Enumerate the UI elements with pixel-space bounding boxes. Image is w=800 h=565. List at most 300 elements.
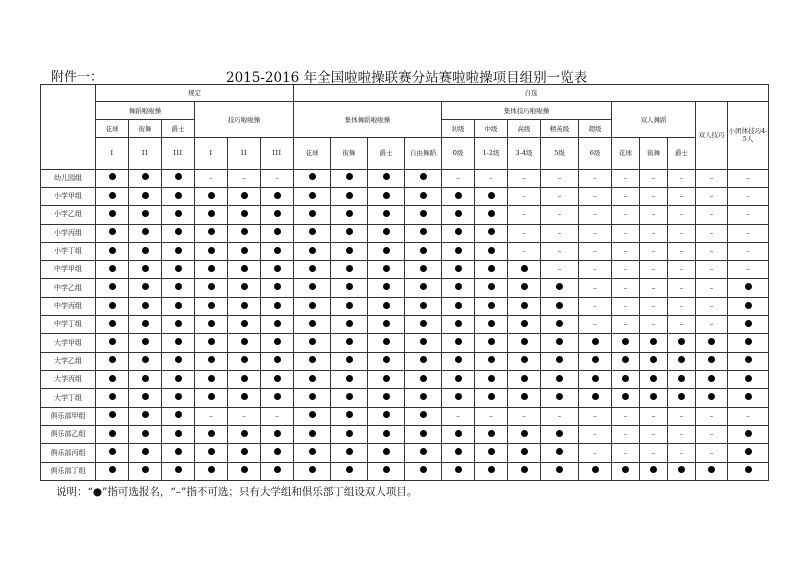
unavailable-dash: – — [709, 302, 714, 311]
available-dot-icon — [383, 228, 390, 235]
cell-available — [728, 279, 769, 297]
cell-available — [475, 224, 508, 242]
available-dot-icon — [521, 265, 528, 272]
available-dot-icon — [109, 356, 116, 363]
cell-available — [508, 371, 541, 389]
unavailable-dash: – — [679, 173, 684, 182]
header-roman-2: II — [129, 138, 162, 169]
available-dot-icon — [488, 210, 495, 217]
cell-unavailable — [640, 425, 668, 443]
unavailable-dash: – — [709, 320, 714, 329]
available-dot-icon — [420, 356, 427, 363]
cell-unavailable — [579, 279, 612, 297]
available-dot-icon — [241, 430, 248, 437]
cell-available — [162, 389, 195, 407]
available-dot-icon — [650, 356, 657, 363]
cell-available — [368, 187, 405, 205]
unavailable-dash: – — [709, 210, 714, 219]
cell-available — [228, 462, 261, 480]
cell-available — [405, 297, 442, 315]
unavailable-dash: – — [746, 265, 750, 274]
available-dot-icon — [745, 283, 752, 290]
corner-cell — [41, 85, 96, 170]
cell-available — [668, 334, 696, 352]
cell-available — [129, 242, 162, 260]
available-dot-icon — [208, 393, 215, 400]
header-level-3: 高级 — [508, 120, 541, 138]
unavailable-dash: – — [651, 228, 656, 237]
cell-available — [162, 169, 195, 187]
cell-unavailable — [442, 407, 475, 425]
available-dot-icon — [309, 411, 316, 418]
cell-available — [331, 389, 368, 407]
cell-available — [508, 425, 541, 443]
cell-available — [475, 371, 508, 389]
available-dot-icon — [309, 302, 316, 309]
available-dot-icon — [208, 283, 215, 290]
cell-unavailable — [668, 316, 696, 334]
unavailable-dash: – — [651, 448, 656, 457]
available-dot-icon — [521, 466, 528, 473]
cell-available — [331, 169, 368, 187]
unavailable-dash: – — [679, 430, 684, 439]
available-dot-icon — [208, 302, 215, 309]
cell-available — [368, 297, 405, 315]
available-dot-icon — [346, 430, 353, 437]
cell-available — [728, 297, 769, 315]
cell-unavailable — [640, 169, 668, 187]
cell-unavailable — [612, 206, 640, 224]
cell-available — [129, 261, 162, 279]
header-free: 自选 — [294, 85, 769, 102]
available-dot-icon — [109, 302, 116, 309]
unavailable-dash: – — [593, 173, 597, 182]
available-dot-icon — [488, 466, 495, 473]
cell-available — [696, 389, 728, 407]
unavailable-dash: – — [522, 210, 526, 219]
available-dot-icon — [175, 375, 182, 382]
available-dot-icon — [455, 228, 462, 235]
cell-available — [162, 224, 195, 242]
available-dot-icon — [383, 393, 390, 400]
cell-available — [442, 371, 475, 389]
available-dot-icon — [175, 192, 182, 199]
available-dot-icon — [142, 173, 149, 180]
cell-unavailable — [541, 206, 579, 224]
cell-available — [228, 242, 261, 260]
available-dot-icon — [455, 448, 462, 455]
unavailable-dash: – — [709, 247, 714, 256]
available-dot-icon — [274, 430, 281, 437]
cell-available — [442, 334, 475, 352]
available-dot-icon — [488, 356, 495, 363]
available-dot-icon — [346, 210, 353, 217]
row-label: 小学乙组 — [41, 206, 96, 224]
cell-available — [541, 371, 579, 389]
available-dot-icon — [745, 448, 752, 455]
cell-available — [162, 242, 195, 260]
unavailable-dash: – — [489, 411, 493, 420]
available-dot-icon — [208, 228, 215, 235]
available-dot-icon — [142, 247, 149, 254]
available-dot-icon — [309, 393, 316, 400]
cell-available — [96, 444, 129, 462]
cell-available — [96, 187, 129, 205]
available-dot-icon — [346, 393, 353, 400]
available-dot-icon — [208, 430, 215, 437]
available-dot-icon — [142, 375, 149, 382]
header-dance-style-huaqiu: 花球 — [96, 120, 129, 138]
header-level-1: 初级 — [442, 120, 475, 138]
cell-available — [405, 334, 442, 352]
cell-available — [261, 242, 294, 260]
available-dot-icon — [622, 356, 629, 363]
available-dot-icon — [521, 375, 528, 382]
cell-unavailable — [612, 187, 640, 205]
cell-available — [541, 279, 579, 297]
cell-unavailable — [541, 242, 579, 260]
available-dot-icon — [208, 375, 215, 382]
cell-available — [294, 316, 331, 334]
cell-available — [475, 462, 508, 480]
available-dot-icon — [383, 375, 390, 382]
cell-unavailable — [612, 279, 640, 297]
cell-available — [696, 334, 728, 352]
cell-unavailable — [640, 187, 668, 205]
header-group-jiewu: 街舞 — [331, 138, 368, 169]
cell-unavailable — [640, 206, 668, 224]
table-row — [41, 261, 769, 279]
cell-available — [541, 352, 579, 370]
available-dot-icon — [309, 375, 316, 382]
available-dot-icon — [142, 265, 149, 272]
available-dot-icon — [650, 338, 657, 345]
cell-available — [508, 334, 541, 352]
header-level-2: 中级 — [475, 120, 508, 138]
available-dot-icon — [175, 173, 182, 180]
cell-unavailable — [640, 297, 668, 315]
attachment-label: 附件一： — [51, 70, 104, 85]
cell-available — [475, 187, 508, 205]
header-group-huaqiu: 花球 — [294, 138, 331, 169]
header-roman-3: III — [162, 138, 195, 169]
cell-unavailable — [261, 169, 294, 187]
available-dot-icon — [241, 375, 248, 382]
cell-available — [96, 297, 129, 315]
cell-unavailable — [475, 407, 508, 425]
unavailable-dash: – — [593, 411, 597, 420]
cell-available — [129, 389, 162, 407]
unavailable-dash: – — [623, 228, 628, 237]
available-dot-icon — [650, 466, 657, 473]
available-dot-icon — [455, 375, 462, 382]
available-dot-icon — [274, 228, 281, 235]
available-dot-icon — [274, 210, 281, 217]
available-dot-icon — [142, 210, 149, 217]
cell-available — [368, 352, 405, 370]
cell-available — [331, 444, 368, 462]
cell-available — [162, 444, 195, 462]
cell-available — [612, 334, 640, 352]
available-dot-icon — [488, 320, 495, 327]
cell-available — [261, 462, 294, 480]
cell-available — [129, 187, 162, 205]
cell-available — [129, 316, 162, 334]
unavailable-dash: – — [709, 265, 714, 274]
cell-unavailable — [640, 242, 668, 260]
available-dot-icon — [521, 393, 528, 400]
unavailable-dash: – — [651, 192, 656, 201]
available-dot-icon — [521, 320, 528, 327]
cell-unavailable — [728, 242, 769, 260]
available-dot-icon — [420, 265, 427, 272]
header-pair-jiewu: 街舞 — [640, 138, 668, 169]
cell-unavailable — [696, 407, 728, 425]
available-dot-icon — [383, 411, 390, 418]
cell-unavailable — [696, 169, 728, 187]
cell-unavailable — [668, 297, 696, 315]
cell-unavailable — [668, 206, 696, 224]
cell-unavailable — [508, 242, 541, 260]
cell-available — [331, 206, 368, 224]
unavailable-dash: – — [746, 247, 750, 256]
available-dot-icon — [309, 173, 316, 180]
cell-unavailable — [640, 279, 668, 297]
available-dot-icon — [309, 283, 316, 290]
unavailable-dash: – — [557, 265, 562, 274]
cell-available — [668, 462, 696, 480]
unavailable-dash: – — [522, 192, 526, 201]
available-dot-icon — [420, 192, 427, 199]
cell-available — [195, 224, 228, 242]
available-dot-icon — [745, 375, 752, 382]
unavailable-dash: – — [623, 265, 628, 274]
cell-available — [331, 224, 368, 242]
available-dot-icon — [650, 375, 657, 382]
available-dot-icon — [521, 356, 528, 363]
available-dot-icon — [745, 302, 752, 309]
row-label: 俱乐部丁组 — [41, 462, 96, 480]
cell-available — [96, 352, 129, 370]
available-dot-icon — [142, 393, 149, 400]
cell-available — [96, 462, 129, 480]
available-dot-icon — [274, 265, 281, 272]
cell-available — [405, 425, 442, 443]
cell-available — [96, 261, 129, 279]
available-dot-icon — [420, 393, 427, 400]
unavailable-dash: – — [651, 430, 656, 439]
cell-available — [195, 297, 228, 315]
cell-available — [195, 206, 228, 224]
cell-available — [261, 187, 294, 205]
cell-available — [331, 279, 368, 297]
cell-available — [442, 206, 475, 224]
row-label: 小学丁组 — [41, 242, 96, 260]
cell-available — [405, 462, 442, 480]
cell-available — [668, 389, 696, 407]
available-dot-icon — [175, 411, 182, 418]
available-dot-icon — [383, 466, 390, 473]
available-dot-icon — [488, 338, 495, 345]
cell-available — [368, 334, 405, 352]
cell-available — [475, 261, 508, 279]
event-group-table — [40, 84, 769, 481]
available-dot-icon — [175, 228, 182, 235]
available-dot-icon — [274, 320, 281, 327]
available-dot-icon — [175, 356, 182, 363]
header-skill-roman-1: I — [195, 138, 228, 169]
header-grade-4: 5级 — [541, 138, 579, 169]
available-dot-icon — [420, 210, 427, 217]
cell-available — [96, 169, 129, 187]
available-dot-icon — [109, 430, 116, 437]
cell-unavailable — [508, 169, 541, 187]
cell-available — [442, 389, 475, 407]
available-dot-icon — [521, 302, 528, 309]
cell-unavailable — [696, 297, 728, 315]
table-row — [41, 444, 769, 462]
cell-unavailable — [668, 187, 696, 205]
available-dot-icon — [142, 228, 149, 235]
cell-available — [368, 169, 405, 187]
cell-available — [640, 462, 668, 480]
available-dot-icon — [142, 338, 149, 345]
unavailable-dash: – — [593, 247, 597, 256]
cell-available — [579, 334, 612, 352]
row-label: 俱乐部甲组 — [41, 407, 96, 425]
cell-available — [129, 444, 162, 462]
cell-available — [508, 261, 541, 279]
cell-unavailable — [508, 407, 541, 425]
cell-available — [541, 316, 579, 334]
header-skill-roman-3: III — [261, 138, 294, 169]
cell-available — [331, 261, 368, 279]
available-dot-icon — [309, 192, 316, 199]
unavailable-dash: – — [709, 173, 714, 182]
available-dot-icon — [208, 338, 215, 345]
available-dot-icon — [241, 356, 248, 363]
header-guiding: 规定 — [96, 85, 294, 102]
unavailable-dash: – — [651, 210, 656, 219]
unavailable-dash: – — [709, 192, 714, 201]
available-dot-icon — [208, 265, 215, 272]
cell-available — [228, 224, 261, 242]
available-dot-icon — [274, 375, 281, 382]
cell-available — [294, 224, 331, 242]
unavailable-dash: – — [593, 448, 597, 457]
available-dot-icon — [274, 283, 281, 290]
unavailable-dash: – — [557, 210, 562, 219]
available-dot-icon — [241, 338, 248, 345]
unavailable-dash: – — [557, 228, 562, 237]
cell-available — [294, 352, 331, 370]
cell-available — [405, 279, 442, 297]
available-dot-icon — [455, 210, 462, 217]
available-dot-icon — [346, 265, 353, 272]
available-dot-icon — [346, 466, 353, 473]
cell-available — [261, 371, 294, 389]
cell-available — [261, 261, 294, 279]
unavailable-dash: – — [593, 192, 597, 201]
cell-available — [368, 389, 405, 407]
available-dot-icon — [309, 247, 316, 254]
table-row — [41, 407, 769, 425]
cell-available — [368, 462, 405, 480]
cell-available — [195, 334, 228, 352]
available-dot-icon — [455, 320, 462, 327]
unavailable-dash: – — [651, 302, 656, 311]
cell-available — [195, 352, 228, 370]
available-dot-icon — [592, 393, 599, 400]
cell-available — [162, 279, 195, 297]
available-dot-icon — [241, 210, 248, 217]
row-label: 俱乐部丙组 — [41, 444, 96, 462]
cell-unavailable — [541, 187, 579, 205]
cell-unavailable — [696, 444, 728, 462]
cell-available — [612, 462, 640, 480]
available-dot-icon — [309, 210, 316, 217]
table-row — [41, 187, 769, 205]
unavailable-dash: – — [593, 228, 597, 237]
cell-unavailable — [640, 407, 668, 425]
header-pair-huaqiu: 花球 — [612, 138, 640, 169]
unavailable-dash: – — [593, 283, 597, 292]
cell-available — [442, 242, 475, 260]
cell-available — [261, 444, 294, 462]
available-dot-icon — [142, 356, 149, 363]
unavailable-dash: – — [623, 302, 628, 311]
cell-unavailable — [541, 169, 579, 187]
cell-unavailable — [579, 224, 612, 242]
available-dot-icon — [488, 283, 495, 290]
cell-available — [640, 352, 668, 370]
cell-unavailable — [640, 316, 668, 334]
header-dance-style-jiewu: 街舞 — [129, 120, 162, 138]
available-dot-icon — [109, 173, 116, 180]
cell-available — [331, 462, 368, 480]
unavailable-dash: – — [456, 173, 460, 182]
available-dot-icon — [109, 448, 116, 455]
available-dot-icon — [346, 411, 353, 418]
available-dot-icon — [488, 228, 495, 235]
cell-available — [579, 462, 612, 480]
available-dot-icon — [420, 430, 427, 437]
available-dot-icon — [708, 393, 715, 400]
unavailable-dash: – — [275, 173, 279, 182]
cell-available — [368, 425, 405, 443]
available-dot-icon — [346, 228, 353, 235]
row-label: 小学丙组 — [41, 224, 96, 242]
available-dot-icon — [521, 430, 528, 437]
available-dot-icon — [109, 375, 116, 382]
cell-unavailable — [579, 261, 612, 279]
available-dot-icon — [455, 192, 462, 199]
cell-available — [331, 425, 368, 443]
row-label: 小学甲组 — [41, 187, 96, 205]
available-dot-icon — [650, 393, 657, 400]
cell-unavailable — [612, 297, 640, 315]
available-dot-icon — [175, 430, 182, 437]
cell-available — [195, 187, 228, 205]
available-dot-icon — [346, 302, 353, 309]
page-title: 2015-2016 年全国啦啦操联赛分站赛啦啦操项目组别一览表 — [226, 70, 588, 86]
cell-available — [228, 297, 261, 315]
cell-available — [728, 389, 769, 407]
available-dot-icon — [175, 448, 182, 455]
cell-available — [331, 242, 368, 260]
cell-available — [368, 242, 405, 260]
available-dot-icon — [274, 393, 281, 400]
